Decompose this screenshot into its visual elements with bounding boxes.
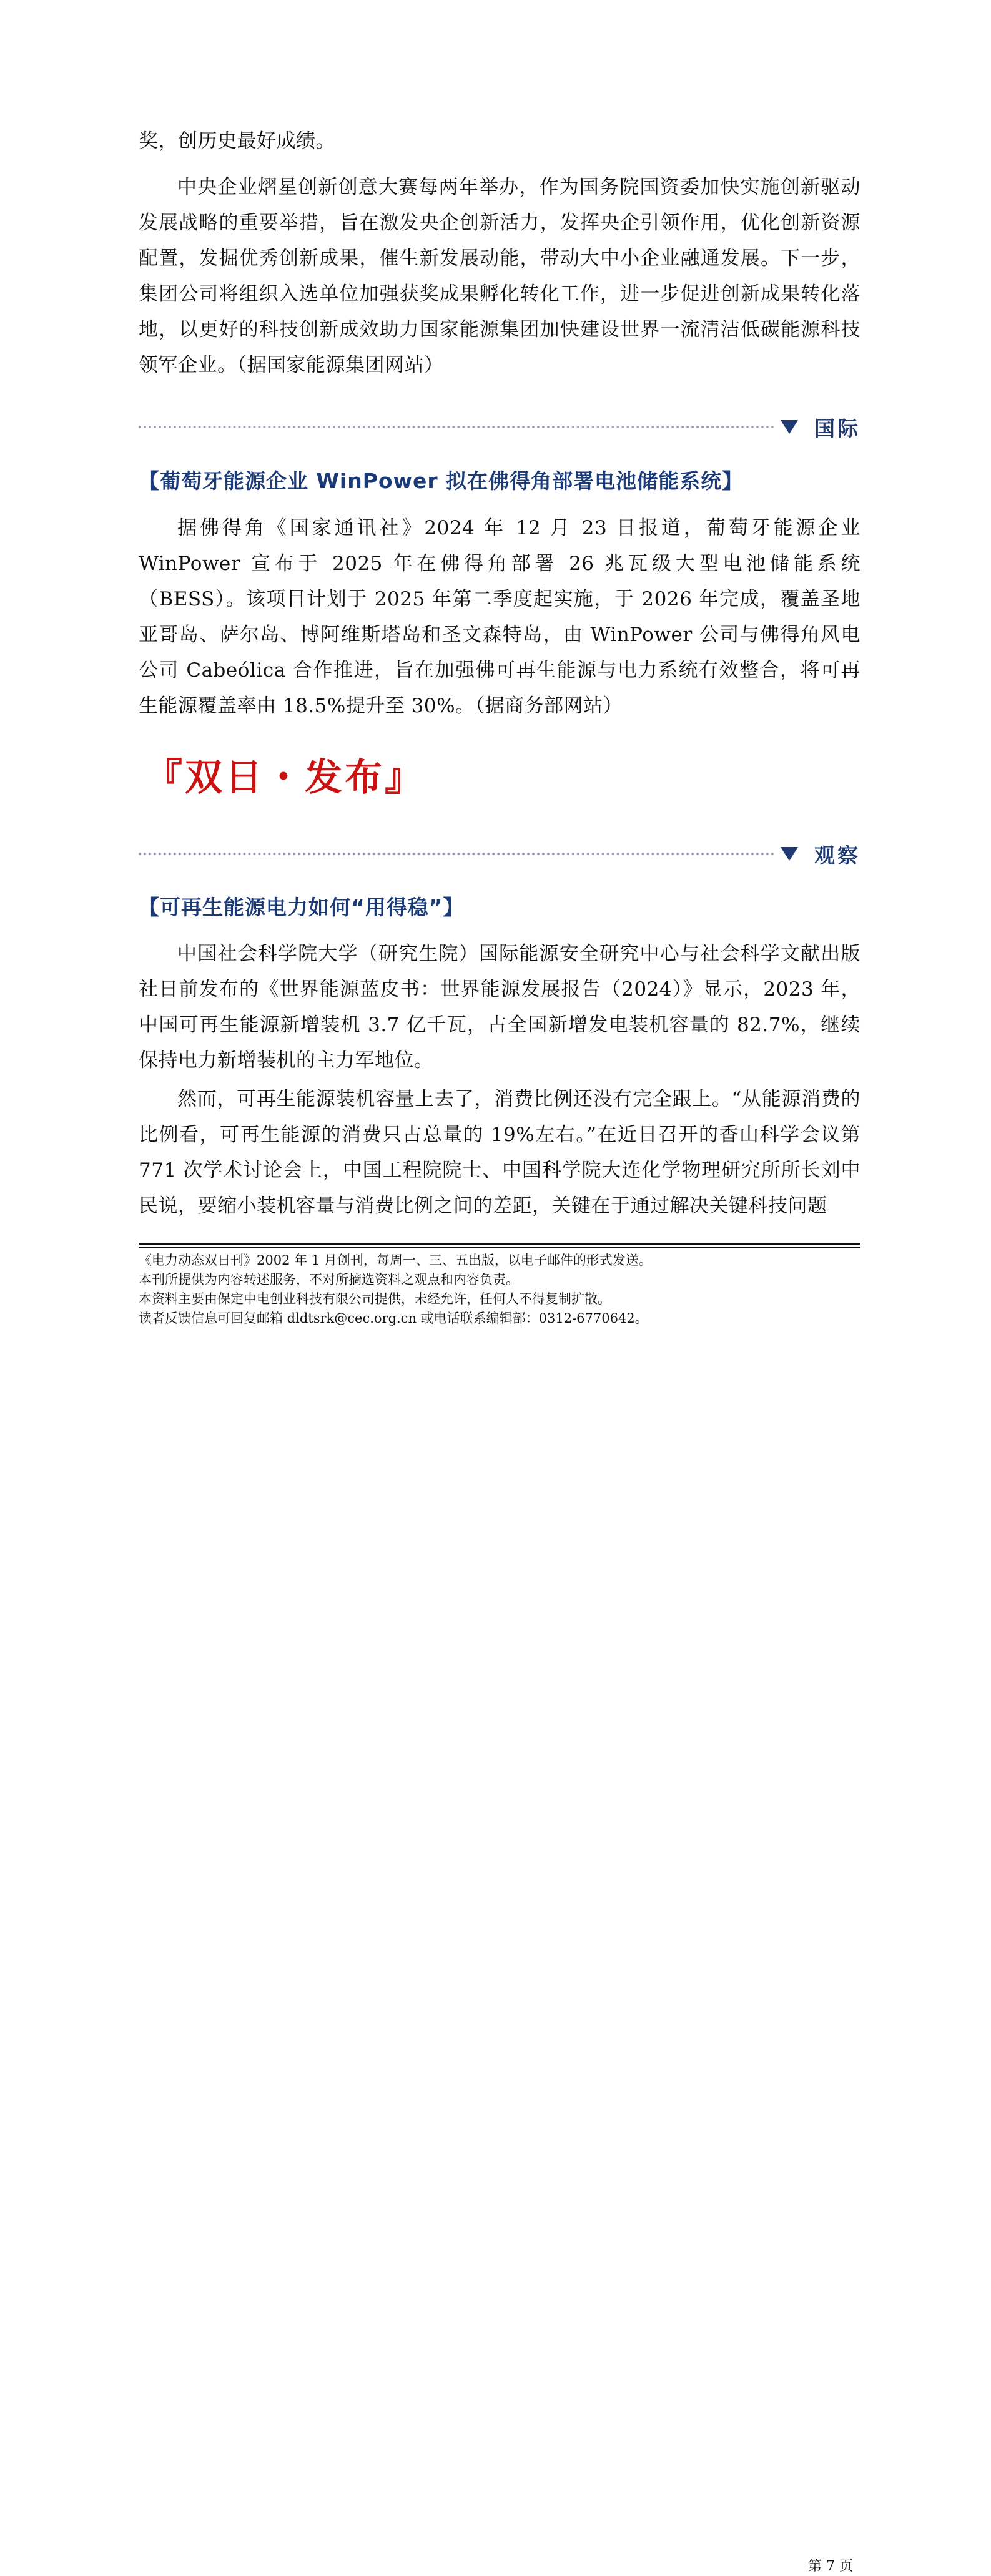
dotted-rule <box>139 426 774 428</box>
article2-paragraph: 据佛得角《国家通讯社》2024 年 12 月 23 日报道，葡萄牙能源企业 WinPower 宣布于 2025 年在佛得角部署 26 兆瓦级大型电池储能系统（BESS）。该项目计划于 2025 年第二季度起实施，于 2026 年完成，覆盖圣地亚哥岛、萨尔岛、博阿维斯塔岛和圣文森特岛，由 WinPower 公司与佛得角风电公司 Cabeólica 合作推进，旨在加强佛可再生能源与电力系统有效整合，将可再生能源覆盖率由 18.5%提升至 30%。（据商务部网站） <box>139 517 860 717</box>
section-banner: 『双日・发布』 <box>145 756 425 800</box>
article2-headline: 【葡萄牙能源企业 WinPower 拟在佛得角部署电池储能系统】 <box>139 469 744 493</box>
section-divider-international <box>139 414 860 439</box>
article3-headline: 【可再生能源电力如何“用得稳”】 <box>139 895 465 919</box>
article3-paragraph-2: 然而，可再生能源装机容量上去了，消费比例还没有完全跟上。“从能源消费的比例看，可再生能源的消费只占总量的 19%左右。”在近日召开的香山科学会议第 771 次学术讨论会上，中国工程院院士、中国科学院大连化学物理研究所所长刘中民说，要缩小装机容量与消费比例之间的差距，关键在于通过解决关键科技问题 <box>139 1088 860 1217</box>
footer-divider-thin <box>139 1247 860 1248</box>
dotted-rule <box>139 853 774 855</box>
section-divider-observation <box>139 841 860 866</box>
section-label-observation: 观察 <box>814 843 860 868</box>
footer-line: 读者反馈信息可回复邮箱 dldtsrk@cec.org.cn 或电话联系编辑部：0312-6770642。 <box>139 1311 648 1326</box>
footer-line: 本刊所提供为内容转述服务，不对所摘选资料之观点和内容负责。 <box>139 1272 519 1287</box>
section-label-international: 国际 <box>814 416 860 441</box>
article1-paragraph: 中央企业熠星创新创意大赛每两年举办，作为国务院国资委加快实施创新驱动发展战略的重要举措，旨在激发央企创新活力，发挥央企引领作用，优化创新资源配置，发掘优秀创新成果，催生新发展动能，带动大中小企业融通发展。下一步，集团公司将组织入选单位加强获奖成果孵化转化工作，进一步促进创新成果转化落地，以更好的科技创新成效助力国家能源集团加快建设世界一流清洁低碳能源科技领军企业。（据国家能源集团网站） <box>139 176 860 376</box>
page-number: 第 7 页 <box>808 2559 853 2574</box>
footer-line: 《电力动态双日刊》2002 年 1 月创刊，每周一、三、五出版，以电子邮件的形式发送。 <box>139 1253 652 1268</box>
footer <box>139 1251 860 2574</box>
footer-divider <box>139 1243 860 1245</box>
triangle-down-icon <box>781 420 798 434</box>
triangle-down-icon <box>781 847 798 861</box>
article3-paragraph-1: 中国社会科学院大学（研究生院）国际能源安全研究中心与社会科学文献出版社日前发布的《世界能源蓝皮书：世界能源发展报告（2024）》显示，2023 年，中国可再生能源新增装机 3.7 亿千瓦，占全国新增发电装机容量的 82.7%，继续保持电力新增装机的主力军地位。 <box>139 943 860 1072</box>
article1-continuation: 奖，创历史最好成绩。 <box>139 130 335 152</box>
footer-line: 本资料主要由保定中电创业科技有限公司提供，未经允许，任何人不得复制扩散。 <box>139 1291 611 1306</box>
